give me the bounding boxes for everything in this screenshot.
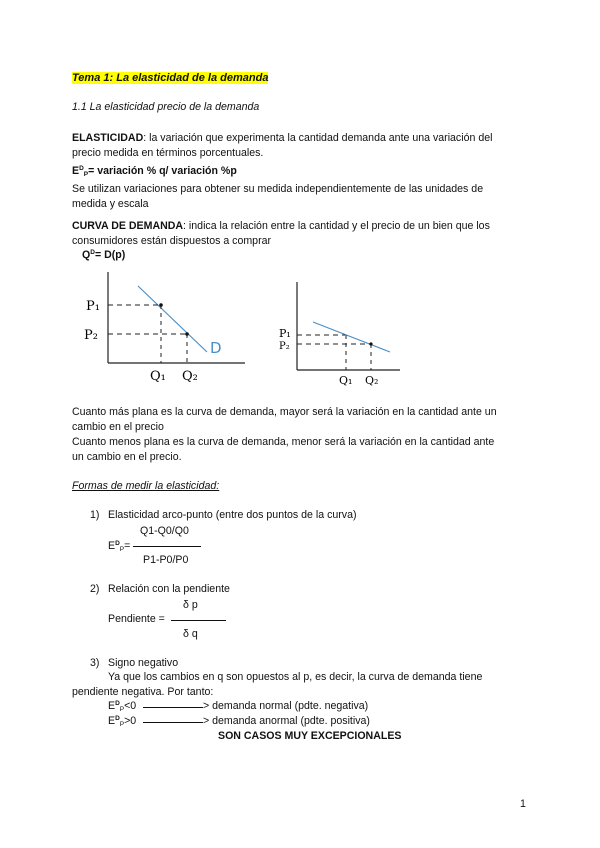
item-1-label: Elasticidad arco-punto (entre dos puntos de la curva) xyxy=(108,509,357,521)
item-2-fraction-bar xyxy=(171,620,226,621)
curva-paragraph xyxy=(72,219,532,249)
item-3-case-1-arrow-line xyxy=(143,707,203,708)
plana-line-3: Cuanto menos plana es la curva de demanda, menor será la variación en la cantidad ante xyxy=(72,436,495,448)
elasticidad-text-1: : la variación que experimenta la cantidad demanda ante una variación del xyxy=(143,132,493,144)
item-1-number: 1) xyxy=(90,509,100,521)
formas-heading: Formas de medir la elasticidad: xyxy=(72,480,220,492)
graph-right-point-2 xyxy=(369,342,372,345)
page-number: 1 xyxy=(520,798,526,810)
item-3-label: Signo negativo xyxy=(108,657,179,669)
demand-graph-flat xyxy=(275,280,405,390)
elasticidad-paragraph xyxy=(72,131,532,212)
curva-text-1: : indica la relación entre la cantidad y el precio de un bien que los xyxy=(183,220,490,232)
page-title: Tema 1: La elasticidad de la demanda xyxy=(72,72,269,84)
graph-left-point-1 xyxy=(159,303,163,307)
graph-left-q1-label: Q₁ xyxy=(150,369,166,384)
graph-left-demand-curve xyxy=(138,286,207,352)
plana-line-2: cambio en el precio xyxy=(72,421,164,433)
curva-text-2: consumidores están dispuestos a comprar xyxy=(72,235,272,247)
item-3-case-2-arrow-line xyxy=(143,722,203,723)
item-3-case-2: $E^D_P>0$ xyxy=(108,715,137,728)
graph-right-demand-curve xyxy=(313,322,390,352)
elasticidad-term: ELASTICIDAD xyxy=(72,132,144,144)
item-2-numerator: δ p xyxy=(183,599,198,611)
item-3-case-1-result: > demanda normal (pdte. negativa) xyxy=(203,700,369,712)
graph-right-q2-label: Q₂ xyxy=(365,374,379,387)
curva-formula: $Q^D= D(p)$ xyxy=(82,249,126,261)
elasticidad-note-2: medida y escala xyxy=(72,198,149,210)
item-1-lhs: $E^D_P=$ xyxy=(108,540,131,553)
graph-right-p1-label: P₁ xyxy=(279,327,291,340)
item-1-denominator: P1-P0/P0 xyxy=(143,554,189,566)
item-1-numerator: Q1-Q0/Q0 xyxy=(140,525,189,537)
elasticidad-formula: $E^D_P=$ variación % q/ variación %p xyxy=(72,165,237,178)
item-2-denominator: δ q xyxy=(183,628,198,640)
item-3-text-2: pendiente negativa. Por tanto: xyxy=(72,686,214,698)
item-2-label: Relación con la pendiente xyxy=(108,583,230,595)
plana-line-4: un cambio en el precio. xyxy=(72,451,182,463)
graph-left-p2-label: P₂ xyxy=(84,328,98,343)
plana-paragraph xyxy=(72,405,532,465)
item-3-number: 3) xyxy=(90,657,100,669)
item-1-fraction-bar xyxy=(133,546,201,547)
graph-right-p2-label: P₂ xyxy=(279,341,290,352)
plana-line-1: Cuanto más plana es la curva de demanda, mayor será la variación en la cantidad ante un xyxy=(72,406,497,418)
graph-left-curve-label: D xyxy=(210,339,222,357)
graph-left-point-2 xyxy=(185,332,189,336)
elasticidad-text-2: precio medida en términos porcentuales. xyxy=(72,147,264,159)
graph-left-p1-label: P₁ xyxy=(86,299,100,314)
item-3-conclusion: SON CASOS MUY EXCEPCIONALES xyxy=(218,730,402,742)
elasticidad-note-1: Se utilizan variaciones para obtener su medida independientemente de las unidades de xyxy=(72,183,484,195)
graph-right-q1-label: Q₁ xyxy=(339,374,353,387)
demand-graph-steep xyxy=(70,268,260,388)
item-3-case-2-result: > demanda anormal (pdte. positiva) xyxy=(203,715,370,727)
item-2-number: 2) xyxy=(90,583,100,595)
item-2-lhs: Pendiente = xyxy=(108,613,165,625)
section-subtitle: 1.1 La elasticidad precio de la demanda xyxy=(72,101,260,113)
graph-left-q2-label: Q₂ xyxy=(182,369,198,384)
curva-term: CURVA DE DEMANDA xyxy=(72,220,184,232)
item-3-text-1: Ya que los cambios en q son opuestos al p, es decir, la curva de demanda tiene xyxy=(108,671,483,683)
item-3-case-1: $E^D_P<0$ xyxy=(108,700,137,713)
